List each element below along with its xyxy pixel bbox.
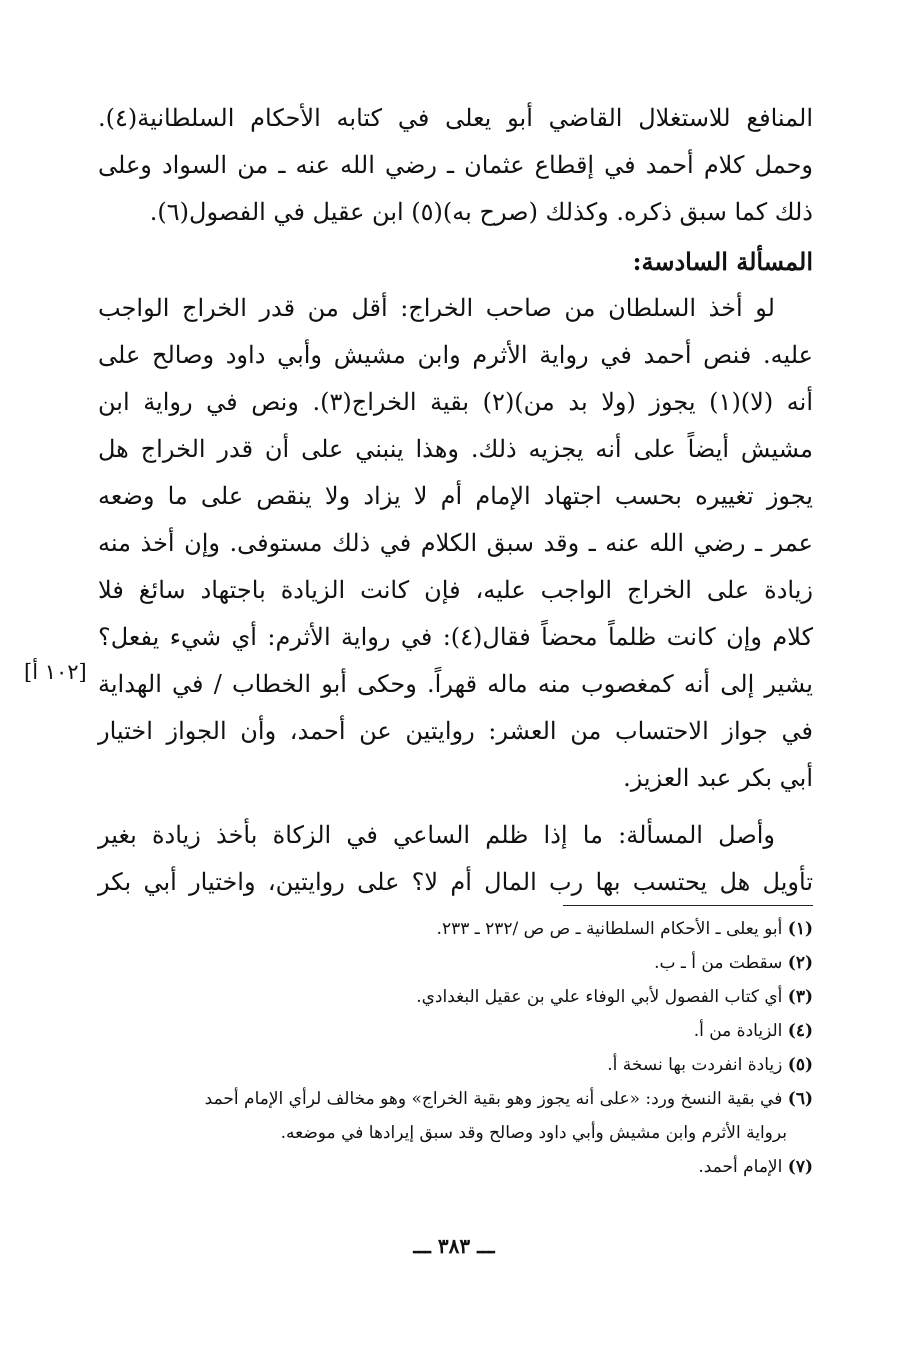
footnote-text: الزيادة من أ. [693,1021,783,1041]
footnote-item [98,1150,813,1184]
text-line: زيادة على الخراج الواجب عليه، فإن كانت الزيادة باجتهاد سائغ فلا [98,576,813,604]
footnote-text: أي كتاب الفصول لأبي الوفاء علي بن عقيل البغدادي. [416,987,783,1007]
text-line: يشير إلى أنه كمغصوب منه ماله قهراً. وحكى أبو الخطاب / في الهداية [98,670,813,698]
text-line: وأصل المسألة: ما إذا ظلم الساعي في الزكاة بأخذ زيادة بغير [98,821,775,849]
text-line: أبي بكر عبد العزيز. [623,764,813,792]
text-line: وحمل كلام أحمد في إقطاع عثمان ـ رضي الله عنه ـ من السواد وعلى [98,151,813,179]
footnotes [98,912,813,1184]
text-line: مشيش أيضاً على أنه يجزيه ذلك. وهذا ينبني على أن قدر الخراج هل [98,435,813,463]
footnote-divider [563,905,813,906]
footnote-item [98,912,813,946]
footnote-number: (٧) [787,1157,813,1177]
footnote-number: (٦) [787,1089,813,1109]
footnote-text: الإمام أحمد. [698,1157,783,1177]
footnote-text: في بقية النسخ ورد: «على أنه يجوز وهو بقية الخراج» وهو مخالف لرأي الإمام أحمد [204,1089,783,1109]
footnote-text: سقطت من أ ـ ب. [654,953,783,973]
footnote-continuation: برواية الأثرم وابن مشيش وأبي داود وصالح وقد سبق إيرادها في موضعه. [280,1123,787,1143]
footnote-number: (١) [787,919,813,939]
footnote-text: زيادة انفردت بها نسخة أ. [607,1055,783,1075]
text-line: في جواز الاحتساب من العشر: روايتين عن أحمد، وأن الجواز اختيار [98,717,813,745]
text-line: المنافع للاستغلال القاضي أبو يعلى في كتابه الأحكام السلطانية(٤). [98,104,813,132]
text-line: أنه (لا)(١) يجوز (ولا بد من)(٢) بقية الخراج(٣). ونص في رواية ابن [98,388,814,416]
footnote-text: أبو يعلى ـ الأحكام السلطانية ـ ص ص /٢٣٢ ـ ٢٣٣. [436,919,783,939]
footnote-number: (٤) [787,1021,813,1041]
main-text [98,95,813,906]
footnote-item [98,946,813,980]
text-line: لو أخذ السلطان من صاحب الخراج: أقل من قدر الخراج الواجب [98,294,775,322]
text-line: ذلك كما سبق ذكره. وكذلك (صرح به)(٥) ابن عقيل في الفصول(٦). [149,198,813,226]
footnote-item [98,1082,813,1150]
footnote-number: (٣) [787,987,813,1007]
footnote-number: (٥) [787,1055,813,1075]
margin-folio-note: [١٠٢ أ] [24,660,87,684]
text-line: عمر ـ رضي الله عنه ـ وقد سبق الكلام في ذلك مستوفى. وإن أخذ منه [98,529,813,557]
footnote-number: (٢) [787,953,813,973]
page-number: ـــ ٣٨٣ ـــ [413,1234,495,1258]
text-line: تأويل هل يحتسب بها رب المال أم لا؟ على روايتين، واختيار أبي بكر [98,868,813,896]
footnote-item [98,1048,813,1082]
text-line: يجوز تغييره بحسب اجتهاد الإمام أم لا يزاد ولا ينقص على ما وضعه [98,482,813,510]
footnote-item [98,980,813,1014]
section-heading: المسألة السادسة: [632,247,813,276]
text-line: كلام وإن كانت ظلماً محضاً فقال(٤): في رواية الأثرم: أي شيء يفعل؟ [98,623,813,651]
footnote-item [98,1014,813,1048]
text-line: عليه. فنص أحمد في رواية الأثرم وابن مشيش وأبي داود وصالح على [98,341,814,369]
